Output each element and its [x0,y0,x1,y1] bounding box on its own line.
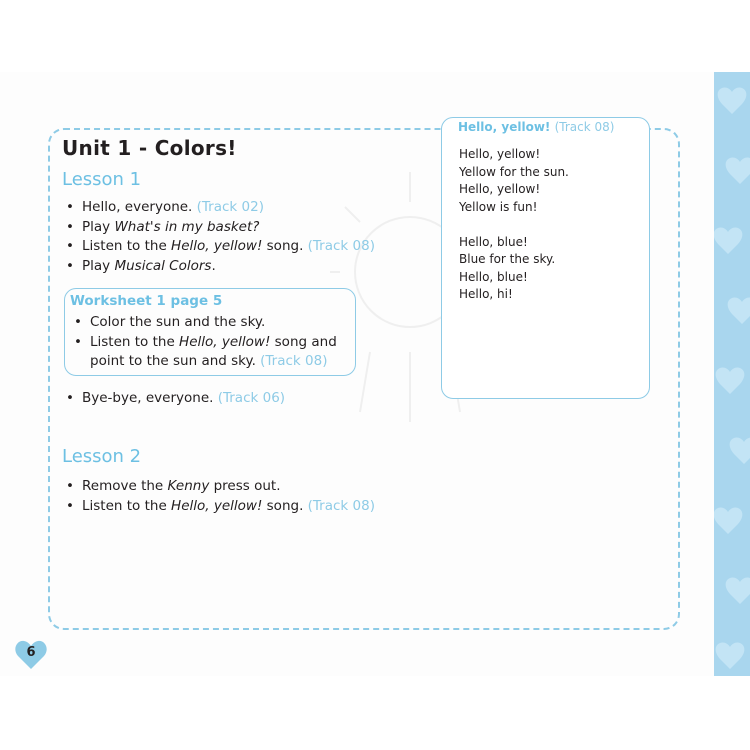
worksheet-list [70,313,337,372]
list-item [70,313,337,333]
item-emphasis: Hello, yellow! [179,333,271,350]
page [0,72,750,676]
lesson-2-list [62,477,375,516]
list-item [62,257,375,277]
item-text: press out. [209,478,281,494]
song-title [455,120,617,134]
item-emphasis: Kenny [167,478,210,494]
item-text: song and [270,333,337,350]
item-emphasis: What's in my basket? [114,218,260,235]
verse-gap [459,216,569,234]
list-item [62,237,375,257]
lesson-1-title: Lesson 1 [62,169,142,190]
list-item [62,389,285,409]
lyric-line: Hello, blue! [459,234,528,249]
lyric-line: Yellow for the sun. [459,164,569,179]
item-emphasis: Musical Colors [114,257,212,274]
lesson-1-list [62,198,375,276]
list-item [62,477,375,497]
item-text: Remove the [82,478,168,494]
lyric-line: Yellow is fun! [459,199,538,214]
list-item [62,198,375,218]
track-label: (Track 08) [307,497,375,514]
list-item [62,497,375,517]
item-text: Listen to the [90,333,180,350]
heart-pattern-icon [714,72,750,676]
item-text: Color the sun and the sky. [90,314,266,330]
unit-title: Unit 1 - Colors! [62,136,237,160]
track-label: (Track 06) [217,390,286,406]
item-text: point to the sun and sky. [90,353,261,369]
side-heart-strip [714,72,750,676]
lyric-line: Blue for the sky. [459,252,556,266]
lyric-line: Hello, blue! [459,269,528,284]
song-lyrics [459,146,569,304]
lesson-2-title: Lesson 2 [62,446,142,467]
page-number-badge [14,638,48,672]
item-text: Play [82,257,115,274]
item-text: Listen to the [82,497,172,514]
item-text: Listen to the [82,238,172,254]
list-item [62,218,375,238]
lyric-line: Hello, yellow! [459,182,541,196]
item-text: . [211,257,216,274]
track-label: (Track 08) [554,120,615,134]
lyric-line: Hello, yellow! [459,147,541,161]
song-name: Hello, yellow! [458,120,551,134]
item-text: Play [82,218,115,235]
item-text: Bye-bye, everyone. [82,390,218,406]
item-emphasis: Hello, yellow! [171,497,263,514]
worksheet-title: Worksheet 1 page 5 [70,293,223,309]
lesson-1-closing-list [62,389,285,409]
item-emphasis: Hello, yellow! [171,238,263,254]
item-text: song. [262,497,308,514]
track-label: (Track 08) [307,238,375,254]
item-text: Hello, everyone. [82,199,197,215]
lyric-line: Hello, hi! [459,287,513,301]
track-label: (Track 02) [196,199,264,215]
item-text: song. [262,238,308,254]
list-item [70,333,337,372]
track-label: (Track 08) [260,353,328,369]
page-number: 6 [26,645,36,660]
